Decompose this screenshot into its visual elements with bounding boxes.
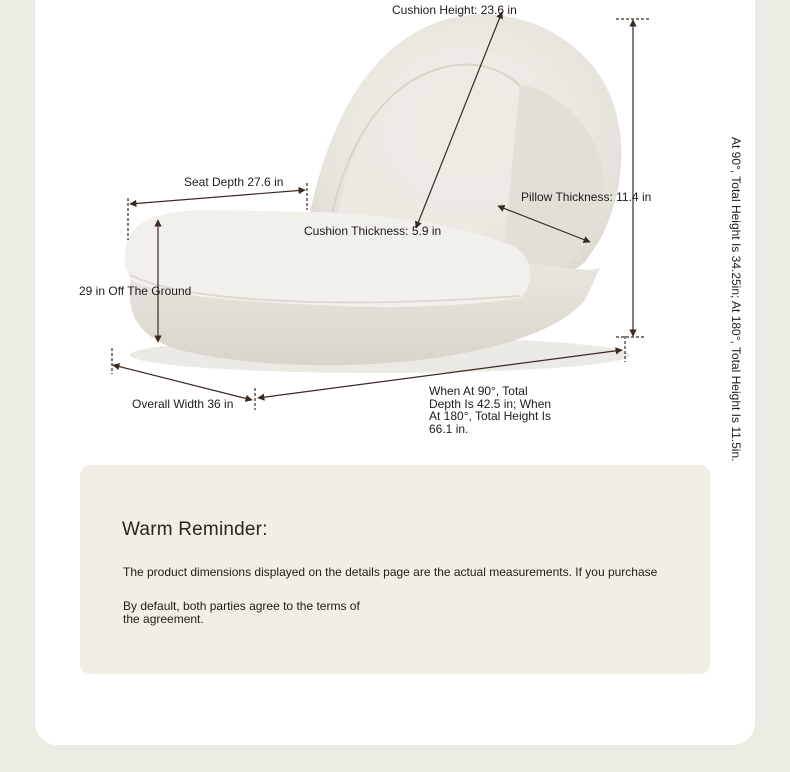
total-depth-label: When At 90°, Total Depth Is 42.5 in; When At 180°, Total Height Is 66.1 in.: [429, 384, 552, 436]
overall-width-line: [113, 365, 252, 400]
warm-reminder-text: The product dimensions displayed on the details page are the actual measurements. If you purchase: [123, 565, 658, 579]
cushion-height-label: Cushion Height: 23.6 in: [392, 3, 517, 17]
warm-reminder-panel: [80, 465, 710, 674]
off-ground-label: 29 in Off The Ground: [79, 284, 192, 298]
overall-width-label: Overall Width 36 in: [132, 397, 234, 411]
warm-reminder-agreement: By default, both parties agree to the terms of the agreement.: [123, 599, 360, 626]
seat-depth-line: [130, 190, 305, 204]
cushion-thickness-label: Cushion Thickness: 5.9 in: [304, 224, 442, 238]
warm-reminder-title: Warm Reminder:: [122, 519, 268, 540]
pillow-thickness-label: Pillow Thickness: 11.4 in: [521, 190, 652, 204]
seat-depth-label: Seat Depth 27.6 in: [184, 175, 284, 189]
total-height-label: At 90°, Total Height Is 34.25in; At 180°, Total Height Is 11.5in.: [729, 137, 743, 462]
